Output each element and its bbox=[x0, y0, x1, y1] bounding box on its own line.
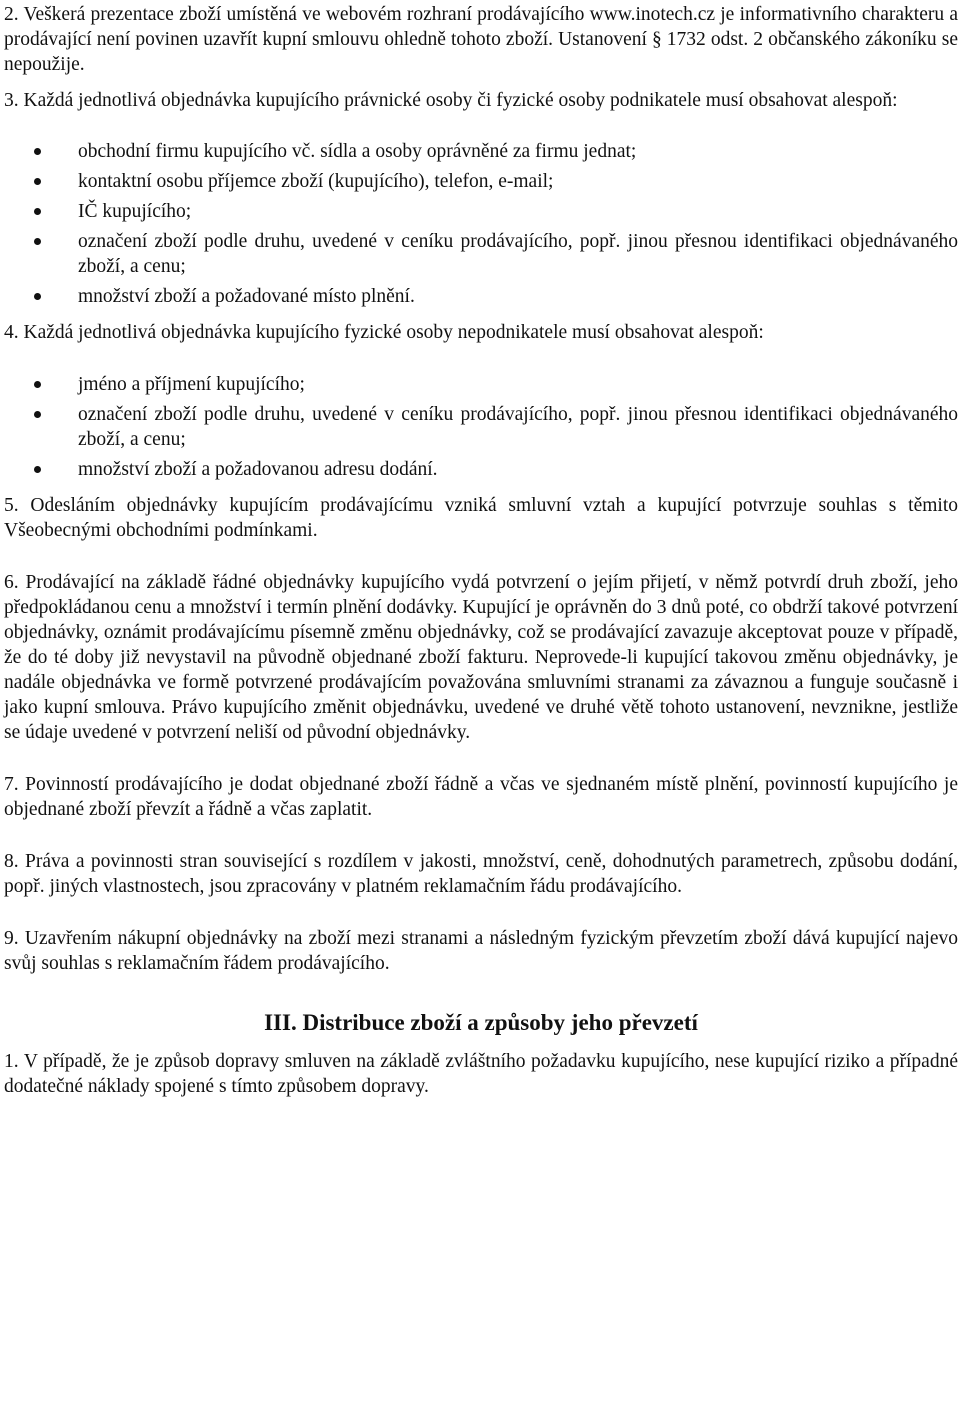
bullet-icon bbox=[34, 208, 41, 215]
list-item-text: IČ kupujícího; bbox=[78, 201, 192, 222]
list-item-text: množství zboží a požadované místo plnění. bbox=[78, 286, 415, 307]
section-3-paragraph-1: 1. V případě, že je způsob dopravy smluven na základě zvláštního požadavku kupujícího, nese kupující riziko a případné dodatečné náklady spojené s tímto způsobem dopravy. bbox=[4, 1051, 958, 1097]
list-item-text: označení zboží podle druhu, uvedené v ceníku prodávajícího, popř. jinou přesnou identifikaci objednávaného zboží, a cenu; bbox=[78, 404, 958, 450]
document-page bbox=[4, 2, 958, 1099]
list-item bbox=[4, 372, 958, 397]
paragraph-9: 9. Uzavřením nákupní objednávky na zboží mezi stranami a následným fyzickým převzetím zboží dává kupující najevo svůj souhlas s reklamačním řádem prodávajícího. bbox=[4, 928, 958, 974]
paragraph-7: 7. Povinností prodávajícího je dodat objednané zboží řádně a včas ve sjednaném místě plnění, povinností kupujícího je objednané zboží převzít a řádně a včas zaplatit. bbox=[4, 774, 958, 820]
bullet-icon bbox=[34, 178, 41, 185]
bullet-icon bbox=[34, 293, 41, 300]
bullet-icon bbox=[34, 466, 41, 473]
paragraph-3: 3. Každá jednotlivá objednávka kupujícího právnické osoby či fyzické osoby podnikatele musí obsahovat alespoň: bbox=[4, 90, 898, 111]
list-item-text: označení zboží podle druhu, uvedené v ceníku prodávajícího, popř. jinou přesnou identifikaci objednávaného zboží, a cenu; bbox=[78, 231, 958, 277]
list-item bbox=[4, 284, 958, 309]
paragraph-6: 6. Prodávající na základě řádné objednávky kupujícího vydá potvrzení o jejím přijetí, v němž potvrdí druh zboží, jeho předpokládanou cenu a množství i termín plnění dodávky. Kupující je oprávněn do 3 dnů poté, co obdrží takové potvrzení objednávky, oznámit prodávajícímu písemně změnu objednávky, což se prodávající zavazuje akceptovat pouze v případě, že do té doby již nevystavil na původně objednané zboží fakturu. Neprovede-li kupující takovou změnu objednávky, je nadále objednávka ve formě potvrzené prodávajícím považována smluvními stranami za závaznou a funguje současně i jako kupní smlouva. Právo kupujícího změnit objednávku, uvedené ve druhé větě tohoto ustanovení, nevznikne, jestliže se údaje uvedené v potvrzení neliší od původní objednávky. bbox=[4, 572, 958, 743]
list-item bbox=[4, 139, 958, 164]
paragraph-2: 2. Veškerá prezentace zboží umístěná ve webovém rozhraní prodávajícího www.inotech.cz je informativního charakteru a prodávající není povinen uzavřít kupní smlouvu ohledně tohoto zboží. Ustanovení § 1732 odst. 2 občanského zákoníku se nepoužije. bbox=[4, 4, 958, 75]
bullet-icon bbox=[34, 381, 41, 388]
list-item bbox=[4, 169, 958, 194]
bullet-list-natural-person bbox=[4, 372, 958, 482]
section-heading: III. Distribuce zboží a způsoby jeho převzetí bbox=[264, 1010, 698, 1035]
list-item-text: množství zboží a požadovanou adresu dodání. bbox=[78, 459, 438, 480]
list-item bbox=[4, 457, 958, 482]
list-item-text: kontaktní osobu příjemce zboží (kupujícího), telefon, e-mail; bbox=[78, 171, 554, 192]
list-item bbox=[4, 229, 958, 279]
bullet-icon bbox=[34, 238, 41, 245]
paragraph-4: 4. Každá jednotlivá objednávka kupujícího fyzické osoby nepodnikatele musí obsahovat alespoň: bbox=[4, 322, 764, 343]
list-item bbox=[4, 402, 958, 452]
list-item bbox=[4, 199, 958, 224]
list-item-text: obchodní firmu kupujícího vč. sídla a osoby oprávněné za firmu jednat; bbox=[78, 141, 637, 162]
bullet-list-legal-entity bbox=[4, 139, 958, 309]
bullet-icon bbox=[34, 148, 41, 155]
list-item-text: jméno a příjmení kupujícího; bbox=[78, 374, 305, 395]
paragraph-8: 8. Práva a povinnosti stran související s rozdílem v jakosti, množství, ceně, dohodnutých parametrech, způsobu dodání, popř. jiných vlastnostech, jsou zpracovány v platném reklamačním řádu prodávajícího. bbox=[4, 851, 958, 897]
bullet-icon bbox=[34, 411, 41, 418]
paragraph-5: 5. Odesláním objednávky kupujícím prodávajícímu vzniká smluvní vztah a kupující potvrzuje souhlas s těmito Všeobecnými obchodními podmínkami. bbox=[4, 495, 958, 541]
